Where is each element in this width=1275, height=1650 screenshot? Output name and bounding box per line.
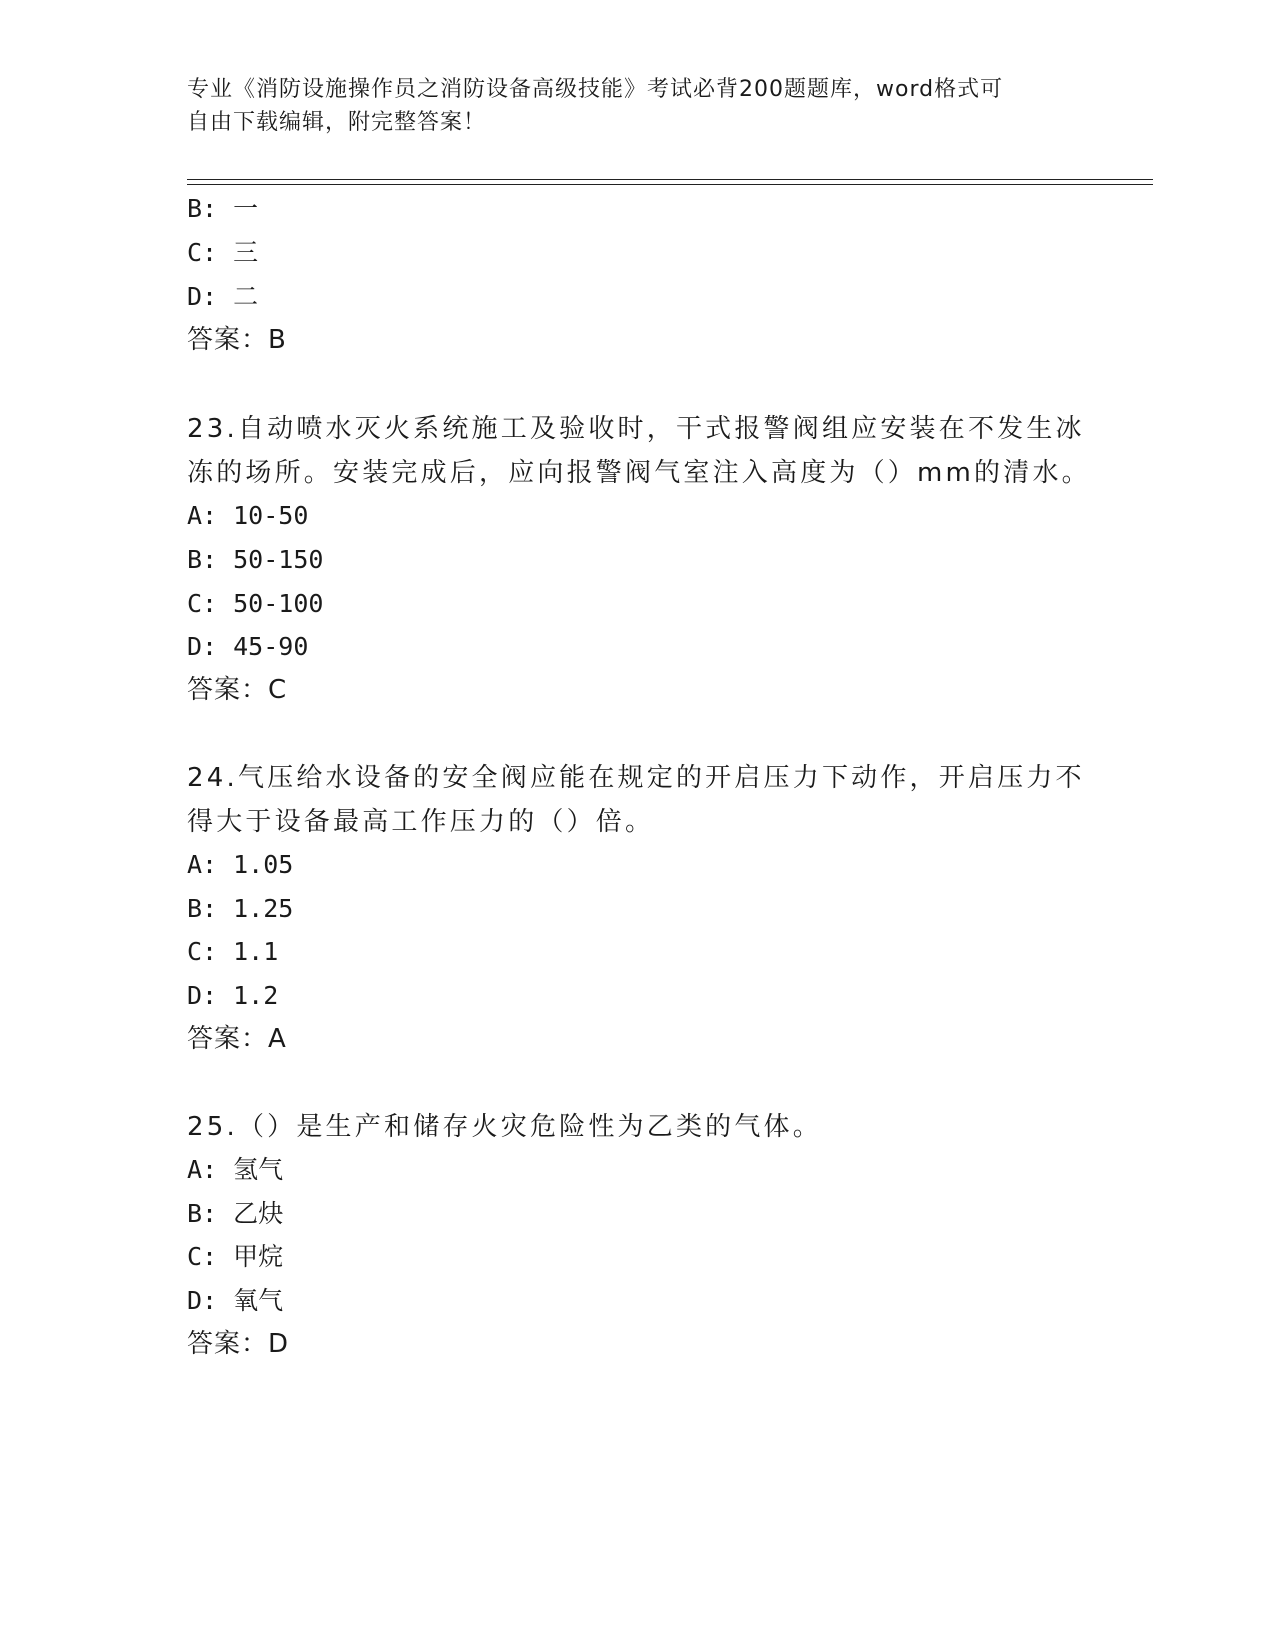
q22-option-b: B: 一 — [187, 194, 259, 223]
q22-option-d: D: 二 — [187, 282, 259, 311]
document-header — [187, 73, 1067, 139]
q23-option-c: C: 50-100 — [187, 589, 324, 618]
q25-option-b: B: 乙炔 — [187, 1199, 284, 1228]
q24-answer: 答案：A — [187, 1024, 287, 1054]
q25-option-d: D: 氧气 — [187, 1286, 284, 1315]
q23-stem-line-1: 23.自动喷水灭火系统施工及验收时，干式报警阀组应安装在不发生冰 — [187, 414, 1085, 444]
header-divider-bottom — [187, 184, 1153, 185]
q24-option-d: D: 1.2 — [187, 981, 279, 1010]
q24-option-a: A: 1.05 — [187, 850, 294, 879]
q24-stem-line-1: 24.气压给水设备的安全阀应能在规定的开启压力下动作，开启压力不 — [187, 763, 1085, 793]
q25-stem-line-1: 25.（）是生产和储存火灾危险性为乙类的气体。 — [187, 1112, 822, 1142]
q23-option-a: A: 10-50 — [187, 501, 309, 530]
header-line-1: 专业《消防设施操作员之消防设备高级技能》考试必背200题题库，word格式可 — [187, 77, 1004, 102]
q23-option-d: D: 45-90 — [187, 632, 309, 661]
q25-answer: 答案：D — [187, 1329, 290, 1359]
q24-stem-line-2: 得大于设备最高工作压力的（）倍。 — [187, 807, 655, 837]
header-divider-top — [187, 179, 1153, 180]
q22-answer: 答案：B — [187, 325, 287, 355]
q23-stem-line-2: 冻的场所。安装完成后，应向报警阀气室注入高度为（）mm的清水。 — [187, 458, 1091, 488]
q25-option-a: A: 氢气 — [187, 1155, 284, 1184]
q25-option-c: C: 甲烷 — [187, 1242, 284, 1271]
q24-option-c: C: 1.1 — [187, 937, 279, 966]
q24-option-b: B: 1.25 — [187, 894, 294, 923]
q23-option-b: B: 50-150 — [187, 545, 324, 574]
q23-answer: 答案：C — [187, 675, 288, 705]
header-line-2: 自由下载编辑，附完整答案！ — [187, 110, 487, 135]
q22-option-c: C: 三 — [187, 238, 259, 267]
